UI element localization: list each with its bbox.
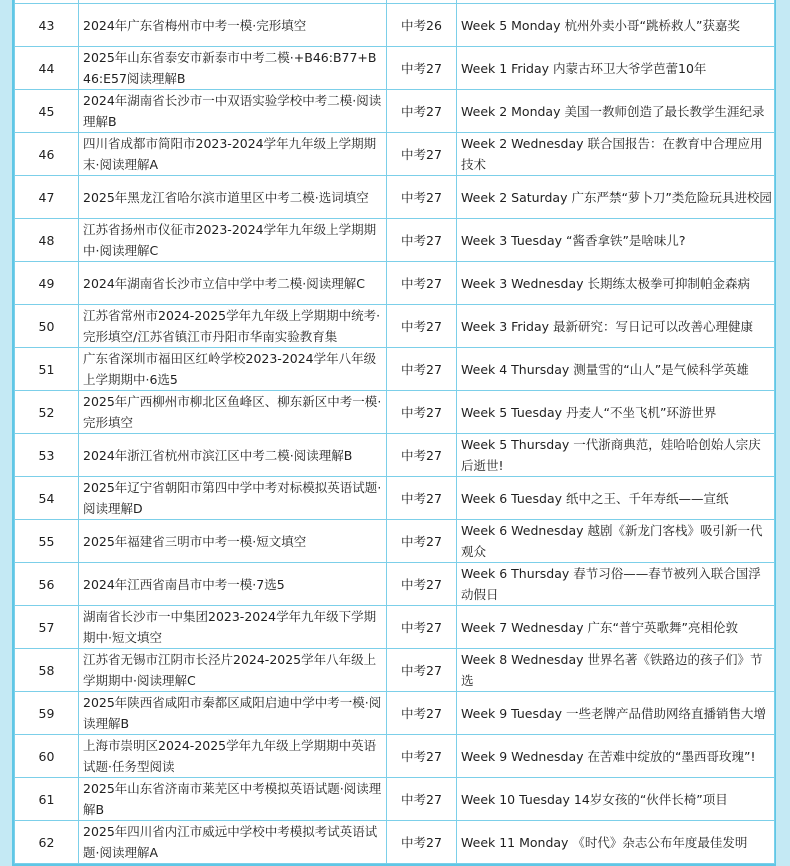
row-source-text: 2025年黑龙江省哈尔滨市道里区中考二模·选词填空	[83, 189, 369, 205]
row-exam-text: 中考27	[401, 662, 442, 678]
table-row	[15, 4, 775, 47]
row-topic	[457, 434, 775, 477]
row-source	[79, 735, 387, 778]
row-source	[79, 348, 387, 391]
row-topic-text: Week 6 Wednesday 越剧《新龙门客栈》吸引新一代观众	[461, 523, 763, 559]
row-source-text: 2025年辽宁省朝阳市第四中学中考对标模拟英语试题·阅读理解D	[83, 480, 382, 516]
row-exam	[387, 778, 457, 821]
row-exam	[387, 563, 457, 606]
row-source-text: 2025年陕西省咸阳市秦都区咸阳启迪中学中考一模·阅读理解B	[83, 695, 382, 731]
row-source-text: 2024年浙江省杭州市滨江区中考二模·阅读理解B	[83, 447, 353, 463]
row-number	[15, 477, 79, 520]
row-number-text: 57	[38, 619, 55, 635]
row-number	[15, 735, 79, 778]
row-exam	[387, 176, 457, 219]
row-number	[15, 90, 79, 133]
table-row	[15, 434, 775, 477]
row-topic	[457, 692, 775, 735]
row-exam	[387, 520, 457, 563]
row-exam	[387, 649, 457, 692]
row-exam-text: 中考27	[401, 60, 442, 76]
row-source-text: 湖南省长沙市一中集团2023-2024学年九年级下学期期中·短文填空	[83, 609, 377, 645]
row-number-text: 54	[38, 490, 55, 506]
row-number-text: 50	[38, 318, 55, 334]
row-source	[79, 778, 387, 821]
row-number	[15, 778, 79, 821]
table-row	[15, 391, 775, 434]
row-source	[79, 477, 387, 520]
row-topic	[457, 4, 775, 47]
row-source	[79, 391, 387, 434]
row-topic-text: Week 2 Monday 美国一教师创造了最长教学生涯纪录	[461, 103, 765, 119]
row-number	[15, 434, 79, 477]
row-source	[79, 47, 387, 90]
row-exam	[387, 692, 457, 735]
row-number-text: 60	[38, 748, 55, 764]
row-exam-text: 中考27	[401, 576, 442, 592]
row-topic-text: Week 1 Friday 内蒙古环卫大爷学芭蕾10年	[461, 60, 707, 76]
row-topic	[457, 305, 775, 348]
table-row	[15, 477, 775, 520]
row-exam	[387, 821, 457, 864]
row-topic	[457, 520, 775, 563]
row-topic	[457, 606, 775, 649]
row-exam-text: 中考27	[401, 103, 442, 119]
row-topic	[457, 47, 775, 90]
row-exam-text: 中考27	[401, 447, 442, 463]
row-topic-text: Week 7 Wednesday 广东“普宁英歌舞”亮相伦敦	[461, 619, 738, 635]
row-source-text: 江苏省无锡市江阴市长泾片2024-2025学年八年级上学期期中·阅读理解C	[83, 652, 377, 688]
row-topic	[457, 649, 775, 692]
row-number	[15, 133, 79, 176]
row-source	[79, 606, 387, 649]
row-number-text: 52	[38, 404, 55, 420]
row-source-text: 2025年山东省济南市莱芜区中考模拟英语试题·阅读理解B	[83, 781, 382, 817]
row-source-text: 2025年福建省三明市中考一模·短文填空	[83, 533, 307, 549]
row-exam-text: 中考27	[401, 705, 442, 721]
row-exam	[387, 348, 457, 391]
row-exam-text: 中考27	[401, 189, 442, 205]
row-topic	[457, 563, 775, 606]
row-number	[15, 520, 79, 563]
row-number	[15, 348, 79, 391]
table-row	[15, 821, 775, 864]
row-source	[79, 692, 387, 735]
exam-table-sheet	[12, 0, 776, 866]
row-source-text	[83, 0, 137, 1]
row-exam-text: 中考26	[401, 17, 442, 33]
row-source	[79, 90, 387, 133]
row-number-text: 43	[38, 17, 55, 33]
row-topic	[457, 219, 775, 262]
table-row	[15, 348, 775, 391]
row-source	[79, 821, 387, 864]
row-topic	[457, 391, 775, 434]
row-source	[79, 133, 387, 176]
row-number-text: 56	[38, 576, 55, 592]
row-topic	[457, 735, 775, 778]
table-row	[15, 176, 775, 219]
row-topic-text: Week 3 Friday 最新研究：写日记可以改善心理健康	[461, 318, 754, 334]
row-topic-text: Week 6 Thursday 春节习俗——春节被列入联合国浮动假日	[461, 566, 761, 602]
row-source-text: 江苏省扬州市仪征市2023-2024学年九年级上学期期中·阅读理解C	[83, 222, 377, 258]
row-exam-text: 中考27	[401, 318, 442, 334]
row-source	[79, 563, 387, 606]
row-topic	[457, 133, 775, 176]
row-topic	[457, 477, 775, 520]
row-topic-text: Week 3 Tuesday “酱香拿铁”是啥味儿?	[461, 232, 686, 248]
row-number-text: 45	[38, 103, 55, 119]
row-exam-text: 中考27	[401, 404, 442, 420]
row-exam	[387, 305, 457, 348]
table-row	[15, 606, 775, 649]
row-exam	[387, 133, 457, 176]
row-source	[79, 520, 387, 563]
row-exam	[387, 4, 457, 47]
row-exam-text: 中考27	[401, 490, 442, 506]
row-exam	[387, 219, 457, 262]
row-source-text: 四川省成都市简阳市2023-2024学年九年级上学期期末·阅读理解A	[83, 136, 377, 172]
row-topic-text: Week 2 Saturday 广东严禁“萝卜刀”类危险玩具进校园	[461, 189, 772, 205]
row-topic-text: Week 5 Tuesday 丹麦人“不坐飞机”环游世界	[461, 404, 717, 420]
row-number-text: 48	[38, 232, 55, 248]
row-number	[15, 692, 79, 735]
row-exam	[387, 90, 457, 133]
row-topic	[457, 90, 775, 133]
row-exam	[387, 477, 457, 520]
row-number	[15, 649, 79, 692]
row-exam-text: 中考27	[401, 619, 442, 635]
row-topic-text: Week 8 Wednesday 世界名著《铁路边的孩子们》节选	[461, 652, 763, 688]
table-row	[15, 262, 775, 305]
row-source-text: 2025年山东省泰安市新泰市中考二模·+B46:B77+B46:E57阅读理解B	[83, 50, 377, 86]
row-exam-text: 中考27	[401, 232, 442, 248]
row-source-text: 2025年四川省内江市威远中学校中考模拟考试英语试题·阅读理解A	[83, 824, 378, 860]
row-number-text: 51	[38, 361, 55, 377]
row-source	[79, 219, 387, 262]
row-number-text: 61	[38, 791, 55, 807]
row-exam-text: 中考27	[401, 146, 442, 162]
row-source-text: 2024年湖南省长沙市一中双语实验学校中考二模·阅读理解B	[83, 93, 382, 129]
row-source	[79, 434, 387, 477]
row-number	[15, 262, 79, 305]
row-number-text: 44	[38, 60, 55, 76]
table-row	[15, 520, 775, 563]
row-number	[15, 606, 79, 649]
row-source	[79, 176, 387, 219]
row-number	[15, 391, 79, 434]
table-body	[15, 0, 775, 864]
row-topic-text: Week 5 Thursday 一代浙商典范，娃哈哈创始人宗庆后逝世!	[461, 437, 761, 473]
row-topic-text: Week 5 Monday 杭州外卖小哥“跳桥救人”获嘉奖	[461, 17, 740, 33]
row-topic	[457, 778, 775, 821]
table-row	[15, 563, 775, 606]
row-source	[79, 262, 387, 305]
row-topic	[457, 821, 775, 864]
table-row	[15, 219, 775, 262]
row-source-text: 2025年广西柳州市柳北区鱼峰区、柳东新区中考一模·完形填空	[83, 394, 382, 430]
table-row	[15, 47, 775, 90]
row-number-text: 49	[38, 275, 55, 291]
row-number-text: 62	[38, 834, 55, 850]
row-number-text: 55	[38, 533, 55, 549]
row-exam-text: 中考27	[401, 791, 442, 807]
exam-source-table	[14, 0, 775, 864]
row-source-text: 上海市崇明区2024-2025学年九年级上学期期中英语试题·任务型阅读	[83, 738, 377, 774]
row-exam	[387, 391, 457, 434]
table-row	[15, 778, 775, 821]
row-topic-text: Week 9 Wednesday 在苦难中绽放的“墨西哥玫瑰”!	[461, 748, 756, 764]
row-exam	[387, 434, 457, 477]
row-topic	[457, 176, 775, 219]
row-topic-text: Week 4 Thursday 测量雪的“山人”是气候科学英雄	[461, 361, 749, 377]
row-exam-text: 中考27	[401, 533, 442, 549]
row-number	[15, 47, 79, 90]
row-source-text: 江苏省常州市2024-2025学年九年级上学期期中统考·完形填空/江苏省镇江市丹阳市华南实验教育集	[83, 308, 381, 344]
table-row	[15, 90, 775, 133]
row-number-text: 47	[38, 189, 55, 205]
row-number-text: 53	[38, 447, 55, 463]
row-topic-text: Week 10 Tuesday 14岁女孩的“伙伴长椅”项目	[461, 791, 728, 807]
row-exam-text: 中考27	[401, 275, 442, 291]
row-number	[15, 821, 79, 864]
row-topic-text: Week 9 Tuesday 一些老牌产品借助网络直播销售大增	[461, 705, 766, 721]
row-source-text: 2024年江西省南昌市中考一模·7选5	[83, 576, 285, 592]
row-number-text: 59	[38, 705, 55, 721]
row-topic-text: Week 2 Wednesday 联合国报告：在教育中合理应用技术	[461, 136, 763, 172]
row-topic-text: Week 3 Wednesday 长期练太极拳可抑制帕金森病	[461, 275, 750, 291]
row-number-text: 58	[38, 662, 55, 678]
row-exam-text: 中考27	[401, 834, 442, 850]
table-row	[15, 133, 775, 176]
row-topic	[457, 348, 775, 391]
row-topic-text: Week 6 Tuesday 纸中之王、千年寿纸——宣纸	[461, 490, 729, 506]
row-source-text: 广东省深圳市福田区红岭学校2023-2024学年八年级上学期期中·6选5	[83, 351, 377, 387]
row-number	[15, 563, 79, 606]
row-number	[15, 219, 79, 262]
table-row	[15, 649, 775, 692]
row-exam	[387, 47, 457, 90]
row-source-text: 2024年湖南省长沙市立信中学中考二模·阅读理解C	[83, 275, 366, 291]
row-exam	[387, 606, 457, 649]
row-topic	[457, 262, 775, 305]
table-row	[15, 692, 775, 735]
row-number	[15, 176, 79, 219]
row-source	[79, 305, 387, 348]
table-row	[15, 735, 775, 778]
row-exam	[387, 262, 457, 305]
row-source	[79, 4, 387, 47]
row-exam-text: 中考27	[401, 748, 442, 764]
row-topic-text: Week 11 Monday 《时代》杂志公布年度最佳发明	[461, 834, 748, 850]
row-source	[79, 649, 387, 692]
table-row	[15, 305, 775, 348]
row-exam-text: 中考27	[401, 361, 442, 377]
row-number	[15, 305, 79, 348]
row-exam	[387, 735, 457, 778]
row-source-text: 2024年广东省梅州市中考一模·完形填空	[83, 17, 307, 33]
row-number-text: 46	[38, 146, 55, 162]
row-number	[15, 4, 79, 47]
